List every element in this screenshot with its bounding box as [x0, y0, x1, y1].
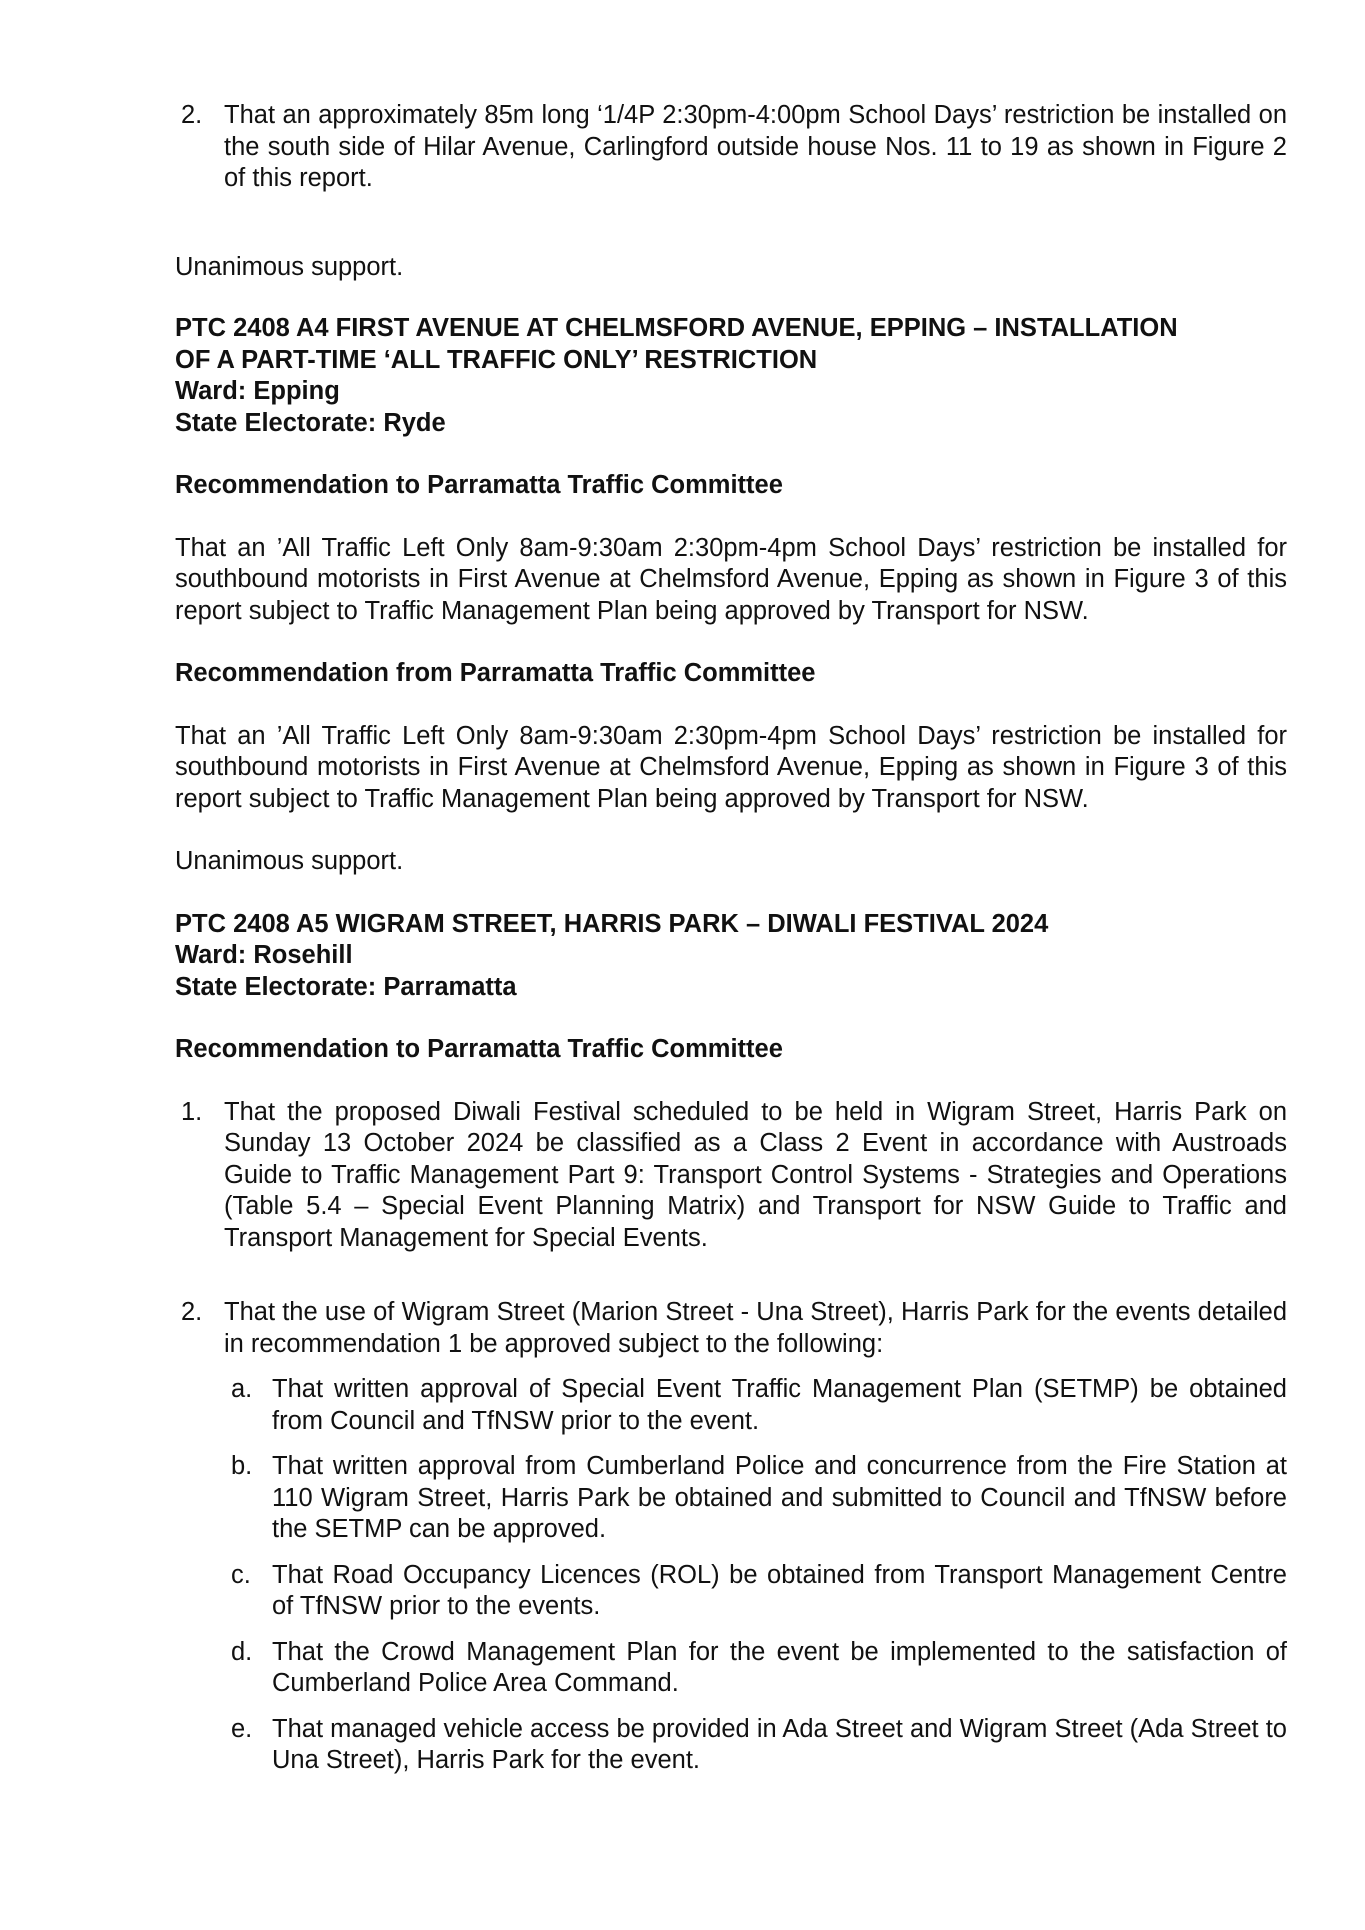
section-a5-heading: [175, 909, 1287, 1004]
sub-item-text: That Road Occupancy Licences (ROL) be obtained from Transport Management Centre of TfNSW prior to the events.: [272, 1560, 1287, 1620]
sub-item-e: [175, 1714, 1287, 1777]
sub-item-c: [175, 1560, 1287, 1623]
electorate-label: State Electorate: Parramatta: [175, 972, 517, 1001]
sub-item-letter: a.: [231, 1375, 253, 1403]
sub-item-a: [175, 1374, 1287, 1437]
item-text: That the proposed Diwali Festival scheduled to be held in Wigram Street, Harris Park on Sunday 13 October 2024 be classified as a Class 2 Event in accordance with Austroads Guide to Traffic Management Part 9: Transport Control Systems - Strategies and Operations (Table 5.4 – Special Event Planning Matrix) and Transport for NSW Guide to Traffic and Transport Management for Special Events.: [224, 1097, 1287, 1252]
sub-item-text: That written approval of Special Event Traffic Management Plan (SETMP) be obtained from Council and TfNSW prior to the event.: [272, 1375, 1287, 1435]
recommendation-to-heading: Recommendation to Parramatta Traffic Committee: [175, 1035, 783, 1063]
section-title: PTC 2408 A5 WIGRAM STREET, HARRIS PARK – DIWALI FESTIVAL 2024: [175, 909, 1049, 938]
item-number: 2.: [181, 101, 203, 129]
recommendation-item-2: [175, 1297, 1287, 1360]
support-note: Unanimous support.: [175, 847, 404, 875]
section-a4-heading: [175, 313, 1287, 439]
item-number: 2.: [181, 1298, 203, 1326]
recommendation-to-text: That an ’All Traffic Left Only 8am-9:30am 2:30pm-4pm School Days’ restriction be installed for southbound motorists in First Avenue at Chelmsford Avenue, Epping as shown in Figure 3 of this report subject to Traffic Management Plan being approved by Transport for NSW.: [175, 533, 1287, 625]
recommendation-to-heading: Recommendation to Parramatta Traffic Committee: [175, 471, 783, 499]
sub-item-letter: d.: [231, 1637, 253, 1666]
support-note: Unanimous support.: [175, 252, 404, 281]
sub-item-text: That managed vehicle access be provided in Ada Street and Wigram Street (Ada Street to Una Street), Harris Park for the event.: [272, 1714, 1287, 1774]
sub-item-d: [175, 1637, 1287, 1700]
sub-item-letter: b.: [231, 1452, 253, 1480]
sub-item-text: That written approval from Cumberland Police and concurrence from the Fire Station at 110 Wigram Street, Harris Park be obtained and submitted to Council and TfNSW before the SETMP can be approved.: [272, 1452, 1287, 1543]
recommendation-from-text: That an ’All Traffic Left Only 8am-9:30am 2:30pm-4pm School Days’ restriction be installed for southbound motorists in First Avenue at Chelmsford Avenue, Epping as shown in Figure 3 of this report subject to Traffic Management Plan being approved by Transport for NSW.: [175, 721, 1287, 813]
recommendation-from-heading: Recommendation from Parramatta Traffic Committee: [175, 659, 816, 687]
electorate-label: State Electorate: Ryde: [175, 408, 446, 437]
item-number: 1.: [181, 1097, 203, 1126]
section-title-line2: OF A PART-TIME ‘ALL TRAFFIC ONLY’ RESTRICTION: [175, 345, 818, 374]
ward-label: Ward: Rosehill: [175, 941, 353, 969]
sub-item-letter: c.: [231, 1560, 251, 1589]
item-text: That an approximately 85m long ‘1/4P 2:30pm-4:00pm School Days’ restriction be installed on the south side of Hilar Avenue, Carlingford outside house Nos. 11 to 19 as shown in Figure 2 of this report.: [224, 101, 1287, 192]
sub-item-letter: e.: [231, 1714, 253, 1743]
sub-item-text: That the Crowd Management Plan for the event be implemented to the satisfaction of Cumberland Police Area Command.: [272, 1637, 1287, 1697]
sub-item-b: [175, 1451, 1287, 1546]
recommendation-item-2-prev: [175, 100, 1287, 195]
document-page: [175, 100, 1287, 1777]
recommendation-item-1: [175, 1097, 1287, 1255]
ward-label: Ward: Epping: [175, 377, 340, 405]
item-text: That the use of Wigram Street (Marion Street - Una Street), Harris Park for the events detailed in recommendation 1 be approved subject to the following:: [224, 1298, 1287, 1358]
section-title-line1: PTC 2408 A4 FIRST AVENUE AT CHELMSFORD AVENUE, EPPING – INSTALLATION: [175, 314, 1178, 342]
